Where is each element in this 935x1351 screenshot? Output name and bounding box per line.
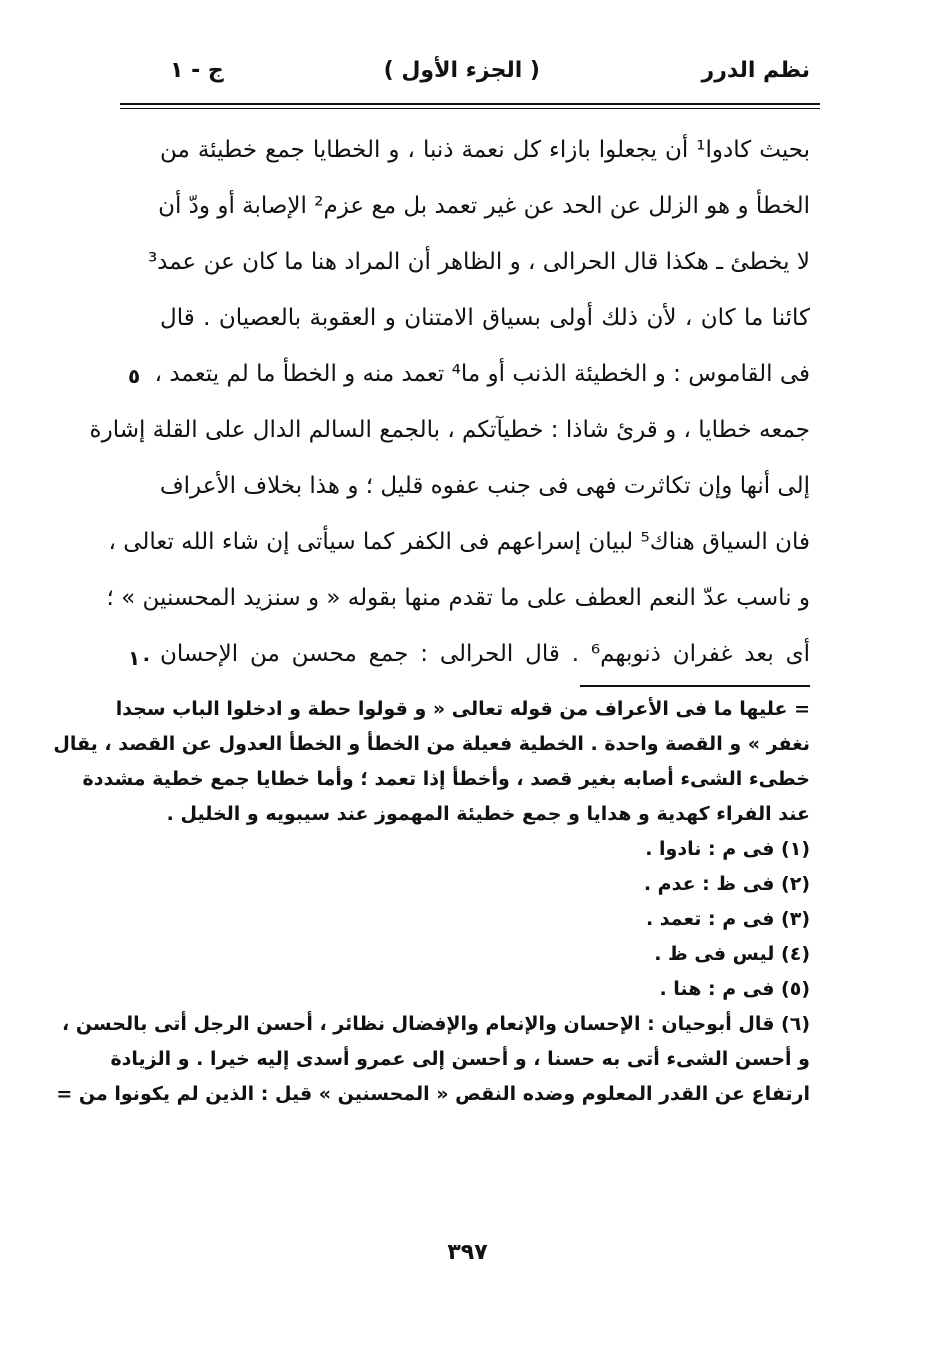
footnote-6-line: و أحسن الشىء أتى به حسنا ، و أحسن إلى عمرو أسدى إليه خيرا . و الزيادة (110, 1048, 810, 1070)
header-rule-thin (120, 108, 820, 109)
text-line: لا يخطئ ـ هكذا قال الحرالى ، و الظاهر أن المراد هنا ما كان عن عمد³ (147, 249, 810, 275)
running-header (140, 52, 810, 96)
part-label: ( الجزء الأول ) (383, 58, 540, 83)
text-line: أى بعد غفران ذنوبهم⁶ . قال الحرالى : جمع محسن من الإحسان (160, 641, 810, 667)
footnote-continuation-line: عند الفراء كهدية و هدايا و جمع خطيئة المهموز عند سيبويه و الخليل . (166, 803, 810, 825)
footnote-continuation-line: نغفر » و القصة واحدة . الخطية فعيلة من الخطأ و الخطأ العدول عن القصد ، يقال (53, 733, 810, 755)
footnote-6-line: ارتفاع عن القدر المعلوم وضده النقص « المحسنين » قيل : الذين لم يكونوا من = (56, 1083, 810, 1105)
text-line: بحيث كادوا¹ أن يجعلوا بازاء كل نعمة ذنبا ، و الخطايا جمع خطيئة من (160, 137, 811, 163)
footnote-4: (٤) ليس فى ظ . (654, 943, 810, 965)
line-number-10: ١٠ (128, 646, 153, 670)
page-number: ٣٩٧ (447, 1240, 488, 1265)
line-number-5: ٥ (128, 364, 141, 388)
footnote-continuation-line: = عليها ما فى الأعراف من قوله تعالى « و قولوا حطة و ادخلوا الباب سجدا (115, 698, 810, 720)
footnote-2: (٢) فى ظ : عدم . (643, 873, 810, 895)
footnotes-section (53, 692, 810, 1112)
text-line: فى القاموس : و الخطيئة الذنب أو ما⁴ تعمد منه و الخطأ ما لم يتعمد ، (154, 361, 810, 387)
text-line: إلى أنها وإن تكاثرت فهى فى جنب عفوه قليل ؛ و هذا بخلاف الأعراف (159, 473, 810, 499)
text-line: فان السياق هناك⁵ لبيان إسراعهم فى الكفر كما سيأتى إن شاء الله تعالى ، (108, 529, 810, 555)
text-line: جمعه خطايا ، و قرئ شاذا : خطيآتكم ، بالجمع السالم الدال على القلة إشارة (89, 417, 810, 443)
volume-label: ج - ١ (170, 58, 224, 83)
header-rule (120, 103, 820, 105)
book-title: نظم الدرر (701, 58, 810, 83)
text-line: كائنا ما كان ، لأن ذلك أولى بسياق الامتنان و العقوبة بالعصيان . قال (160, 305, 810, 331)
footnote-6-line: (٦) قال أبوحيان : الإحسان والإنعام والإفضال نظائر ، أحسن الرجل أتى بالحسن ، (62, 1013, 810, 1035)
footnote-separator (580, 685, 810, 687)
footnote-continuation-line: خطىء الشىء أصابه بغير قصد ، وأخطأ إذا تعمد ؛ وأما خطايا جمع خطية مشددة (82, 768, 810, 790)
text-line: الخطأ و هو الزلل عن الحد عن غير تعمد بل مع عزم² الإصابة أو ودّ أن (158, 193, 810, 219)
footnote-5: (٥) فى م : هنا . (659, 978, 810, 1000)
footnote-3: (٣) فى م : تعمد . (645, 908, 810, 930)
text-line: و ناسب عدّ النعم العطف على ما تقدم منها بقوله « و سنزيد المحسنين » ؛ (106, 585, 810, 611)
footnote-1: (١) فى م : نادوا . (645, 838, 810, 860)
